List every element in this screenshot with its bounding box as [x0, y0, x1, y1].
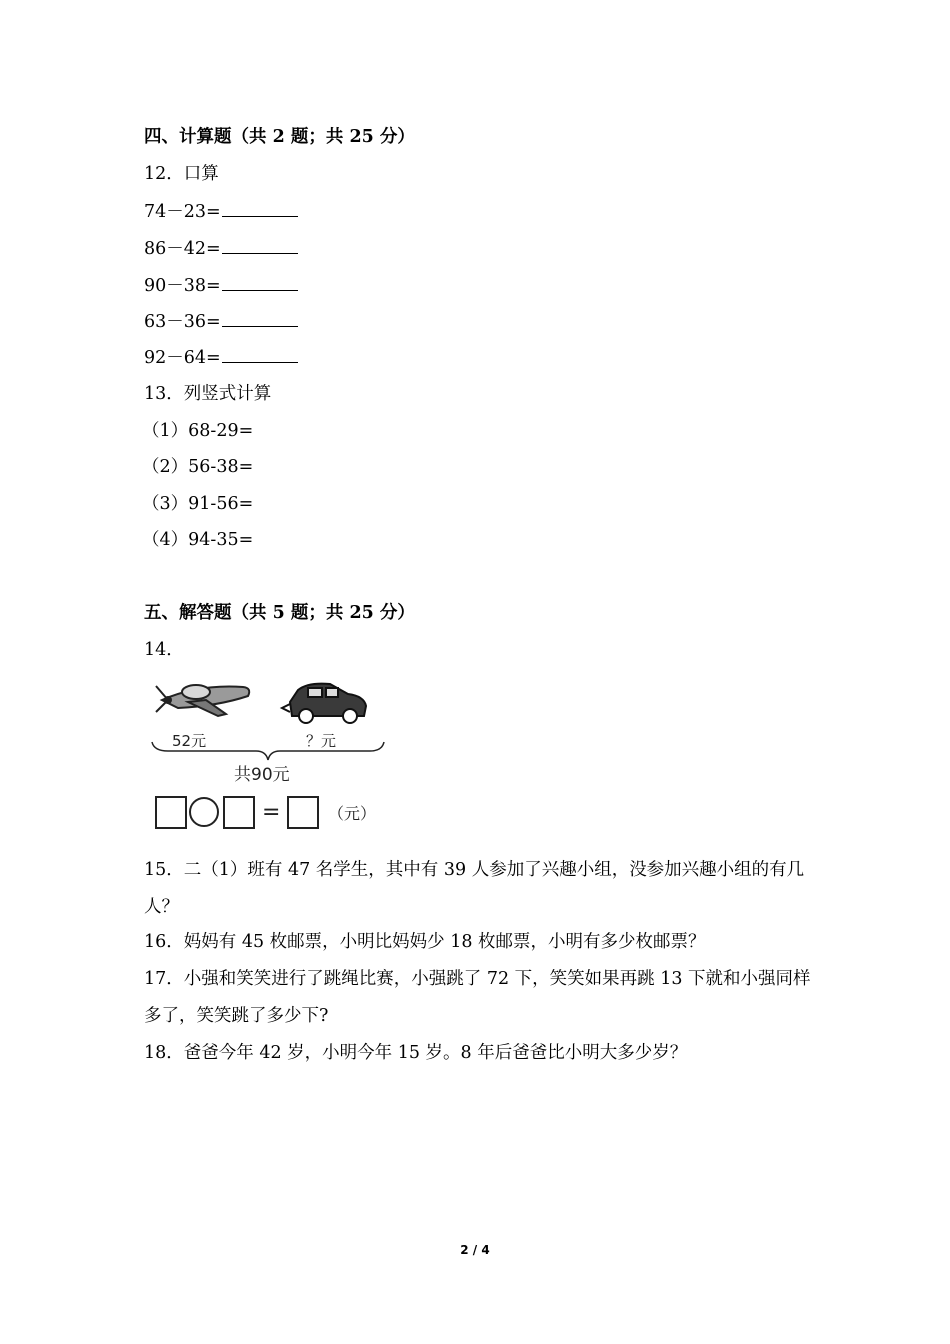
total-label: 共90元 — [234, 765, 290, 785]
q12-label: 12．口算 — [144, 164, 219, 184]
q13-item-2: （2）56-38= — [142, 457, 254, 477]
q12-expression: 74－23= — [144, 202, 221, 222]
q12-expression: 86－42= — [144, 239, 221, 259]
q12-item-1 — [144, 199, 298, 224]
answer-blank[interactable] — [222, 273, 298, 291]
q12-item-4 — [144, 309, 298, 334]
equation-box-result[interactable] — [288, 797, 318, 828]
answer-blank[interactable] — [222, 345, 298, 363]
q12-item-3 — [144, 273, 298, 298]
q12-item-2 — [144, 236, 298, 261]
section5-heading: 五、解答题（共 5 题；共 25 分） — [144, 603, 415, 623]
airplane-icon — [156, 685, 249, 716]
q16-text: 16．妈妈有 45 枚邮票，小明比妈妈少 18 枚邮票，小明有多少枚邮票？ — [144, 932, 706, 952]
q13-item-3: （3）91-56= — [142, 494, 254, 514]
page-number: 2 / 4 — [460, 1243, 490, 1257]
q13-item-4: （4）94-35= — [142, 530, 254, 550]
operator-circle[interactable] — [190, 798, 218, 826]
q13-item-1: （1）68-29= — [142, 421, 254, 441]
unit-label: （元） — [328, 804, 377, 823]
q13-label: 13．列竖式计算 — [144, 384, 272, 404]
left-price-label: 52元 — [172, 732, 207, 750]
equation-box-1[interactable] — [156, 797, 186, 828]
section4-heading: 四、计算题（共 2 题；共 25 分） — [144, 127, 415, 147]
answer-blank[interactable] — [222, 236, 298, 254]
q12-expression: 63－36= — [144, 312, 221, 332]
q12-expression: 90－38= — [144, 276, 221, 296]
q14-label: 14． — [144, 640, 184, 660]
q12-expression: 92－64= — [144, 348, 221, 368]
q12-item-5 — [144, 345, 298, 370]
q17-text: 17．小强和笑笑进行了跳绳比赛，小强跳了 72 下，笑笑如果再跳 13 下就和小强同样多了，笑笑跳了多少下? — [144, 969, 811, 1026]
equals-sign: = — [262, 800, 281, 825]
right-price-label: ？元 — [306, 732, 337, 750]
q15-text: 15．二（1）班有 47 名学生，其中有 39 人参加了兴趣小组，没参加兴趣小组的有几人？ — [144, 860, 805, 917]
equation-box-2[interactable] — [224, 797, 254, 828]
car-icon — [282, 684, 366, 723]
answer-blank[interactable] — [222, 199, 298, 217]
answer-blank[interactable] — [222, 309, 298, 327]
q14-figure — [148, 672, 388, 837]
q18-text: 18．爸爸今年 42 岁，小明今年 15 岁。8 年后爸爸比小明大多少岁？ — [144, 1043, 688, 1063]
